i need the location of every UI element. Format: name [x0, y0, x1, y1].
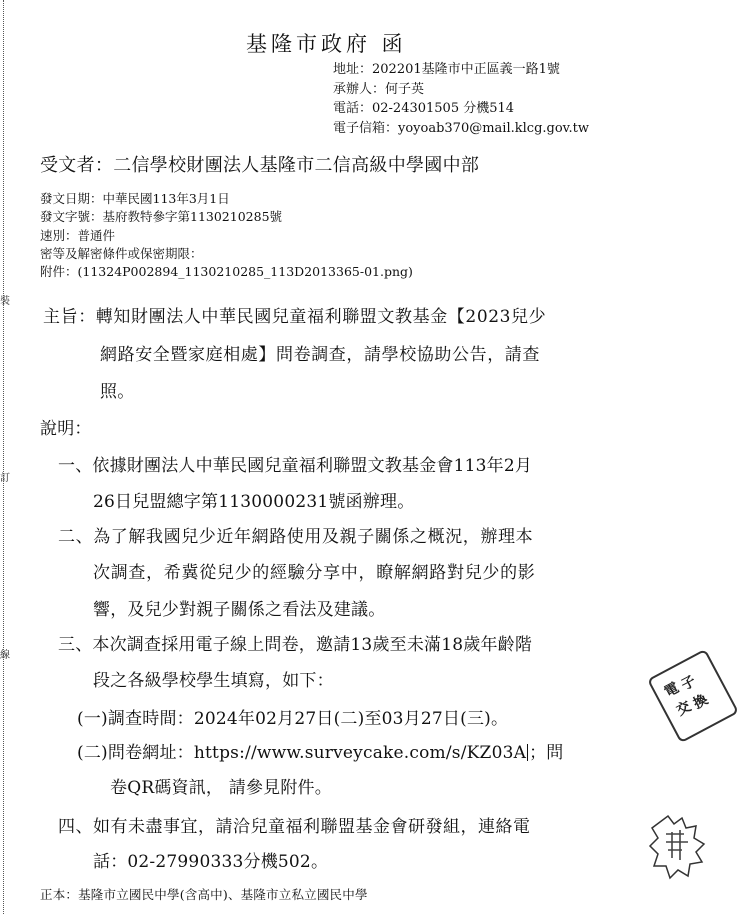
item1-line-2: 26日兒盟總字第1130000231號函辦理。: [93, 492, 415, 512]
explanation-label: 說明：: [40, 419, 92, 439]
contact-block: [333, 60, 589, 139]
email-line: 電子信箱：yoyoab370@mail.klcg.gov.tw: [333, 121, 589, 137]
secrecy-line: 密等及解密條件或保密期限：: [40, 245, 203, 261]
subject-line-2: 網路安全暨家庭相處】問卷調查，請學校協助公告，請查: [100, 345, 540, 365]
seal-stamp-upper: [647, 649, 739, 744]
item4-line-2: 話：02-27990333分機502。: [93, 852, 329, 872]
survey-url[interactable]: (二)問卷網址：https://www.surveycake.com/s/KZ03A: [77, 743, 527, 763]
binding-dotted-line: [3, 0, 4, 914]
doc-number: 發文字號：基府教特參字第1130210285號: [40, 209, 283, 225]
speed-class: 速別：普通件: [40, 227, 116, 243]
item2-line-2: 次調查，希冀從兒少的經驗分享中，瞭解網路對兒少的影: [93, 563, 536, 583]
phone-line: 電話：02-24301505 分機514: [333, 101, 515, 117]
meta-block: [40, 190, 413, 281]
binding-mark-middle: 訂: [0, 473, 10, 484]
seal-char: 子: [678, 673, 699, 694]
item2-line-3: 響，及兒少對親子關係之看法及建議。: [93, 600, 386, 620]
handler-line: 承辦人：何子英: [333, 81, 425, 97]
binding-mark-bottom: 線: [0, 650, 10, 661]
address-line: 地址：202201基隆市中正區義一路1號: [333, 62, 560, 77]
item3-sub1: (一)調查時間：2024年02月27日(二)至03月27日(三)。: [77, 709, 509, 729]
issue-date: 發文日期：中華民國113年3月1日: [40, 191, 230, 206]
binding-mark-top: 裝: [0, 296, 10, 307]
item1-line-1: 一、依據財團法人中華民國兒童福利聯盟文教基金會113年2月: [58, 456, 533, 476]
item3-line-1: 三、本次調查採用電子線上問卷，邀請13歲至未滿18歲年齡階: [58, 635, 533, 655]
item2-line-1: 二、為了解我國兒少近年網路使用及親子關係之概況，辦理本: [58, 527, 534, 547]
seal-char: 換: [690, 691, 711, 713]
survey-url-tail: ；問: [529, 743, 564, 763]
recipient-line: 受文者：二信學校財團法人基隆市二信高級中學國中部: [40, 155, 480, 176]
attachment-line: 附件：(11324P002894_1130210285_113D2013365-01.png): [40, 264, 413, 280]
item4-line-1: 四、如有未盡事宜，請洽兒童福利聯盟基金會研發組，連絡電: [58, 817, 531, 837]
seal-stamp-lower: [648, 812, 706, 882]
item3-line-2: 段之各級學校學生填寫，如下：: [93, 671, 334, 691]
document-title: 基隆市政府 函: [246, 32, 407, 56]
seal-char: 電: [661, 679, 682, 701]
text-cursor: [527, 744, 528, 761]
subject-line-1: 主旨：轉知財團法人中華民國兒童福利聯盟文教基金【2023兒少: [43, 307, 547, 327]
seal-char: 交: [673, 698, 694, 720]
item3-sub2-line-1: [77, 738, 563, 763]
item3-sub2-line-2: 卷QR碼資訊， 請參見附件。: [110, 778, 332, 798]
copy-to-line: 正本：基隆市立國民中學(含高中)、基隆市立私立國民中學: [40, 887, 368, 902]
subject-line-3: 照。: [100, 382, 135, 402]
